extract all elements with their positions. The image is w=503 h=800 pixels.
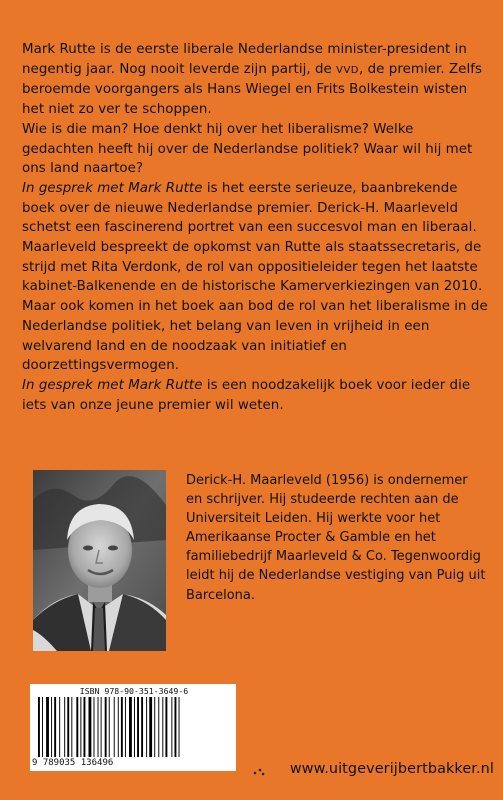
barcode-bar <box>59 697 60 757</box>
barcode-bar <box>84 697 86 757</box>
barcode-bar <box>89 697 92 757</box>
barcode-bar <box>137 697 139 757</box>
barcode-bar <box>158 697 159 757</box>
barcode-digits: 9 789035 136496 <box>32 758 114 768</box>
barcode-bar <box>179 697 180 757</box>
blurb-paragraph-questions: Wie is die man? Hoe denkt hij over het liberalisme? Welke gedachten heeft hij over de Nederlandse politiek? Waar wil hij met ons land naartoe? <box>22 121 473 177</box>
blurb-intro-text: Mark Rutte is de eerste liberale Nederlandse minister-president in negentig jaar. Nog nooit leverde zijn partij, de <box>22 42 467 77</box>
blurb <box>22 40 488 415</box>
barcode-bar <box>125 697 126 757</box>
decorative-dots <box>252 767 266 777</box>
barcode-bar <box>146 697 147 757</box>
book-title: In gesprek met Mark Rutte <box>22 377 203 393</box>
publisher-website[interactable]: www.uitgeverijbertbakker.nl <box>289 761 494 777</box>
barcode-bar <box>54 697 56 757</box>
blurb-intro-text-end: , de premier. Zelfs beroemde voorgangers als Hans Wiegel en Frits Bolkestein wisten het niet zo ver te schoppen. <box>22 61 483 118</box>
barcode-bar <box>46 697 49 757</box>
barcode-bar <box>171 697 172 757</box>
barcode-bar <box>64 697 65 757</box>
author-bio: Derick-H. Maarleveld (1956) is ondernemer en schrijver. Hij studeerde rechten aan de Universiteit Leiden. Hij werkte voor het Amerikaanse Procter & Gamble en het familiebedrijf Maarleveld & Co. Tegenwoordig leidt hij de Nederlandse vestiging van Puig uit Barcelona. <box>186 473 486 603</box>
blurb-paragraph-intro <box>22 40 488 120</box>
party-acronym: VVD <box>336 64 360 76</box>
blurb-paragraph-closing <box>22 376 488 415</box>
barcode-bar <box>129 697 132 757</box>
barcode-bar <box>42 697 43 757</box>
blurb-closing-text: is een noodzakelijk boek voor ieder die iets van onze jeune premier wil weten. <box>22 377 471 413</box>
isbn-label: ISBN 978-90-351-3649-6 <box>79 686 189 696</box>
barcode-bar <box>94 697 95 757</box>
barcode-bar <box>51 697 52 757</box>
barcode-bar <box>67 697 69 757</box>
barcode-bar <box>71 697 72 757</box>
barcode-bar <box>109 697 110 757</box>
barcode-bar <box>101 697 102 757</box>
blurb-paragraph-summary <box>22 179 488 376</box>
barcode-bar <box>165 697 167 757</box>
barcode <box>30 684 236 771</box>
barcode-bar <box>149 697 152 757</box>
barcode-bar <box>118 697 119 757</box>
barcode-bar <box>141 697 143 757</box>
barcode-bar <box>38 697 40 757</box>
book-title: In gesprek met Mark Rutte <box>22 180 203 196</box>
barcode-bar <box>175 697 177 757</box>
barcode-bar <box>154 697 155 757</box>
barcode-bar <box>134 697 135 757</box>
barcode-bar <box>114 697 115 757</box>
barcode-bar <box>121 697 123 757</box>
barcode-bars <box>38 697 228 757</box>
author-photo <box>33 470 166 651</box>
barcode-bar <box>80 697 81 757</box>
blurb-summary-text: is het eerste serieuze, baanbrekende boek over de nieuwe Nederlandse premier. Derick-H. Maarleveld schetst een fascinerend portret van een succesvol man en liberaal. Maarleveld bespreekt de opkomst van Rutte als staatssecretaris, de strijd met Rita Verdonk, de rol van oppositieleider tegen het laatste kabinet-Balkenende en de historische Kamerverkiezingen van 2010. Maar ook komen in het boek aan bod de rol van het liberalisme in de Nederlandse politiek, het belang van leven in vrijheid in een welvarend land en de noodzaak van initiatief en doorzettingsvermogen. <box>22 180 488 374</box>
barcode-bar <box>105 697 107 757</box>
barcode-bar <box>98 697 99 757</box>
barcode-bar <box>162 697 163 757</box>
barcode-bar <box>76 697 78 757</box>
